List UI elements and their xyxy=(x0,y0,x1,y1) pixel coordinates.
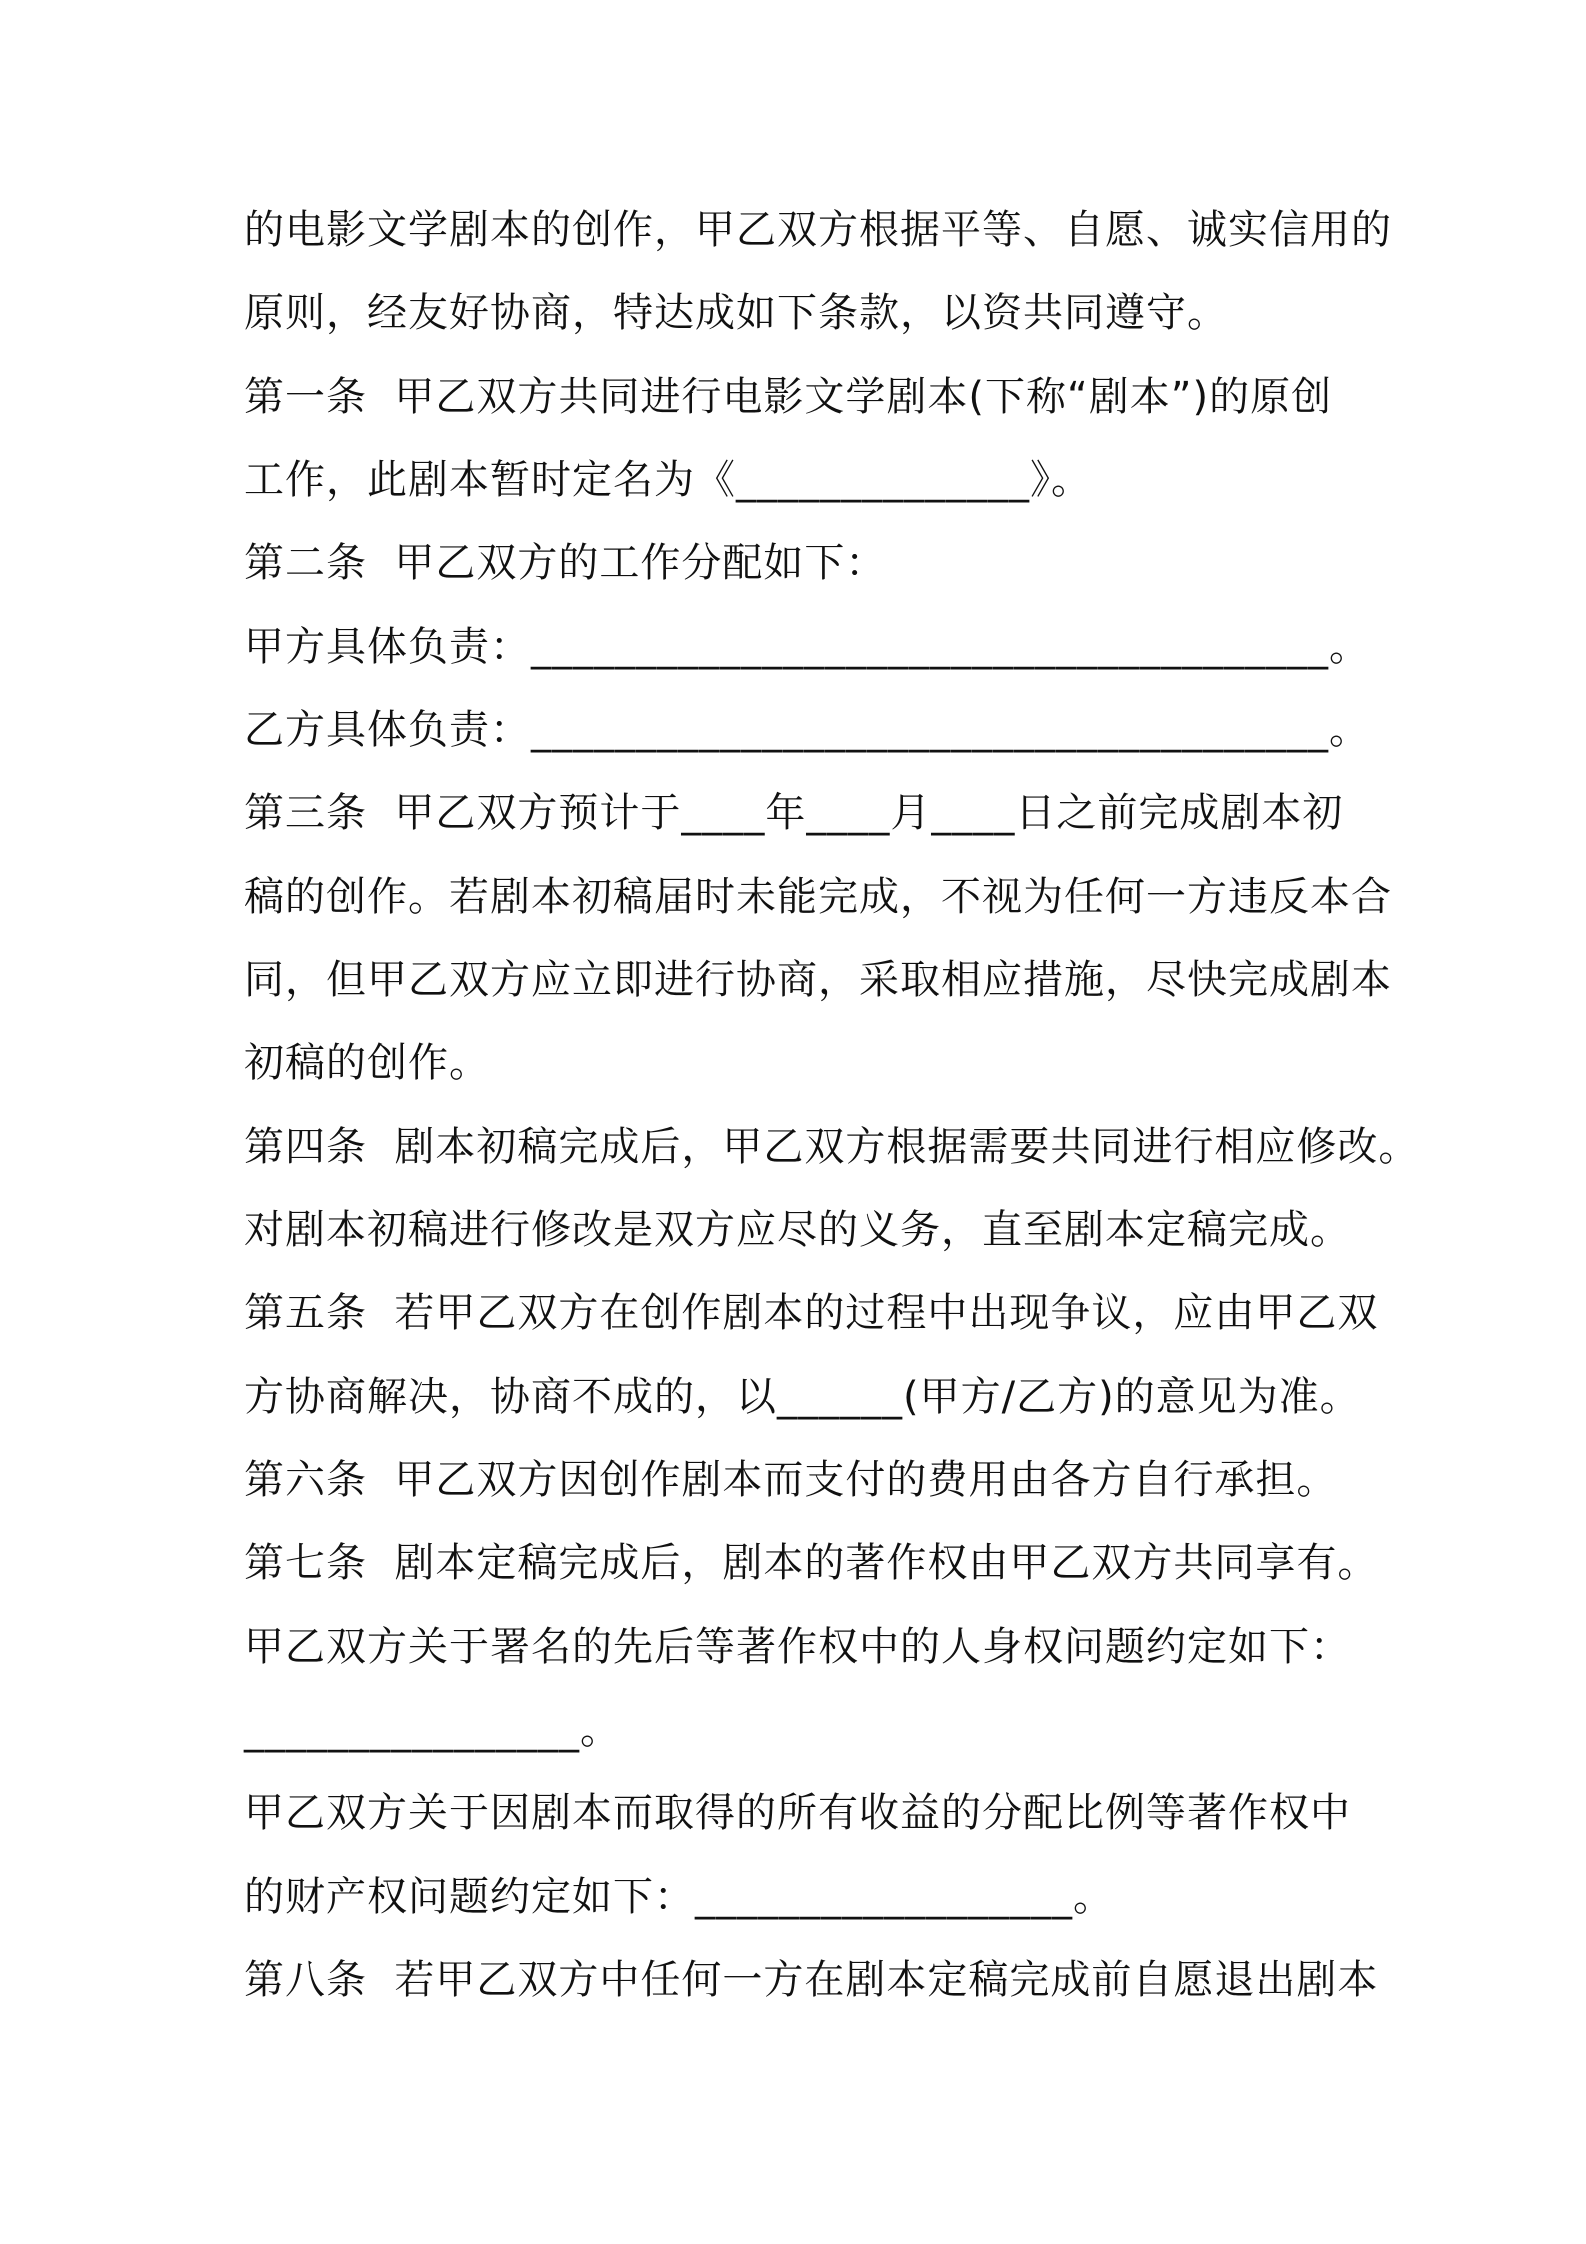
text-line: 对剧本初稿进行修改是双方应尽的义务，直至剧本定稿完成。 xyxy=(244,1207,1351,1253)
text-line: 初稿的创作。 xyxy=(244,1040,490,1086)
text-line: 稿的创作。若剧本初稿届时未能完成，不视为任何一方违反本合 xyxy=(244,874,1392,920)
party-b-duty-line: 乙方具体负责：______________________________________。 xyxy=(244,707,1370,753)
text-line: 的电影文学剧本的创作，甲乙双方根据平等、自愿、诚实信用的 xyxy=(244,207,1392,253)
text-line: ________________。 xyxy=(244,1707,621,1753)
article-7-line: 第七条 剧本定稿完成后，剧本的著作权由甲乙双方共同享有。 xyxy=(244,1540,1379,1586)
text-line: 的财产权问题约定如下：__________________。 xyxy=(244,1874,1114,1920)
article-4-line: 第四条 剧本初稿完成后，甲乙双方根据需要共同进行相应修改。 xyxy=(244,1124,1420,1170)
text-line: 同，但甲乙双方应立即进行协商，采取相应措施，尽快完成剧本 xyxy=(244,957,1392,1003)
article-3-line: 第三条 甲乙双方预计于____年____月____日之前完成剧本初 xyxy=(244,790,1344,836)
text-line: 工作，此剧本暂时定名为《______________》。 xyxy=(244,457,1092,503)
text-line: 甲乙双方关于因剧本而取得的所有收益的分配比例等著作权中 xyxy=(244,1790,1351,1836)
article-2-line: 第二条 甲乙双方的工作分配如下： xyxy=(244,540,887,586)
article-6-line: 第六条 甲乙双方因创作剧本而支付的费用由各方自行承担。 xyxy=(244,1457,1338,1503)
article-1-line: 第一条 甲乙双方共同进行电影文学剧本(下称“剧本”)的原创 xyxy=(244,374,1333,420)
text-line: 方协商解决，协商不成的，以______(甲方/乙方)的意见为准。 xyxy=(244,1374,1361,1420)
article-5-line: 第五条 若甲乙双方在创作剧本的过程中出现争议，应由甲乙双 xyxy=(244,1290,1379,1336)
article-8-line: 第八条 若甲乙双方中任何一方在剧本定稿完成前自愿退出剧本 xyxy=(244,1957,1379,2003)
party-a-duty-line: 甲方具体负责：______________________________________。 xyxy=(244,624,1370,670)
text-line: 原则，经友好协商，特达成如下条款，以资共同遵守。 xyxy=(244,290,1228,336)
text-line: 甲乙双方关于署名的先后等著作权中的人身权问题约定如下： xyxy=(244,1624,1351,1670)
